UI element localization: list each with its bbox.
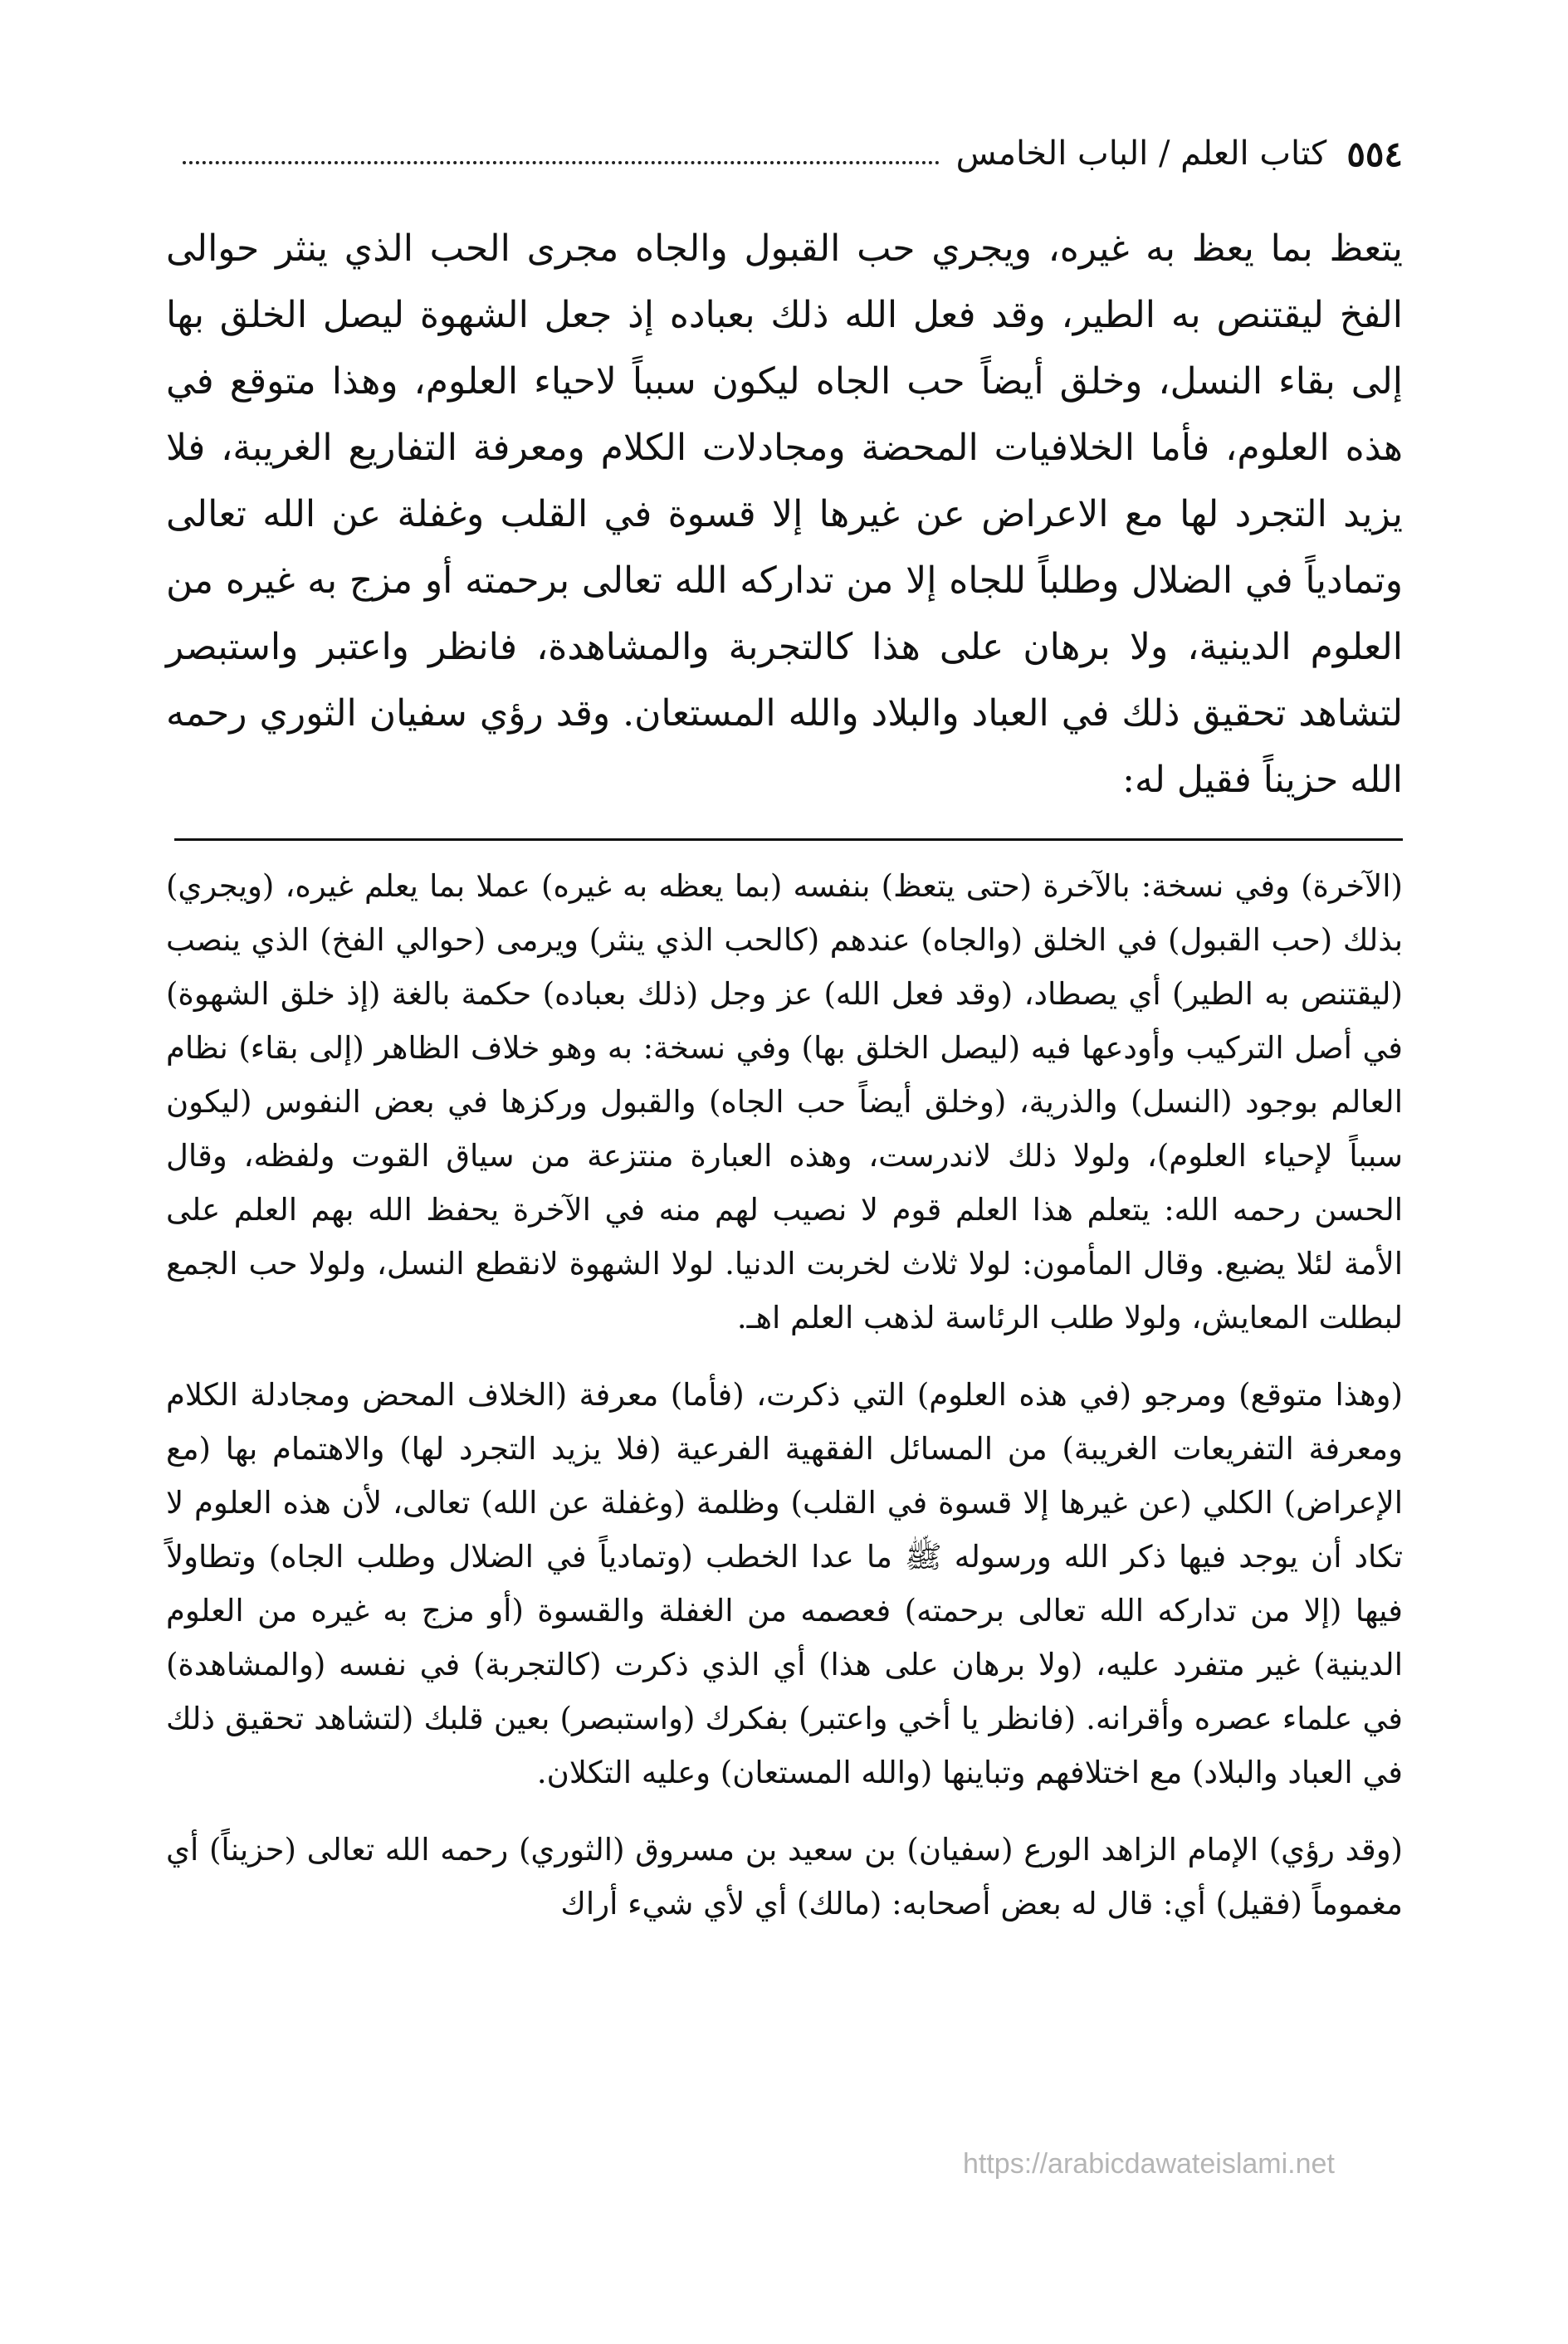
- main-text: [166, 216, 1403, 813]
- site-watermark: https://arabicdawateislami.net: [963, 2148, 1335, 2180]
- commentary-paragraph-2: (وهذا متوقع) ومرجو (في هذه العلوم) التي ذكرت، (فأما) معرفة (الخلاف المحض ومجادلة الكلام ومعرفة التفريعات الغريبة) من المسائل الفقهية الفرعية (فلا يزيد التجرد لها) والاهتمام بها (مع الإعراض) الكلي (عن غيرها إلا قسوة في القلب) وظلمة (وغفلة عن الله) تعالى، لأن هذه العلوم لا تكاد أن يوجد فيها ذكر الله ورسوله ﷺ ما عدا الخطب (وتمادياً في الضلال وطلب الجاه) وتطاولاً فيها (إلا من تداركه الله تعالى برحمته) فعصمه من الغفلة والقسوة (أو مزج به غيره من العلوم الدينية) غير متفرد عليه، (ولا برهان على هذا) أي الذي ذكرت (كالتجربة) في نفسه (والمشاهدة) في علماء عصره وأقرانه. (فانظر يا أخي واعتبر) بفكرك (واستبصر) بعين قلبك (لتشاهد تحقيق ذلك في العباد والبلاد) مع اختلافهم وتباينها (والله المستعان) وعليه التكلان.: [166, 1377, 1403, 1790]
- page-number: ٥٥٤: [1346, 133, 1403, 174]
- footnote-divider: [174, 838, 1403, 841]
- main-paragraph: يتعظ بما يعظ به غيره، ويجري حب القبول والجاه مجرى الحب الذي ينثر حوالى الفخ ليقتنص به الطير، وقد فعل الله ذلك بعباده إذ جعل الشهوة ليصل الخلق بها إلى بقاء النسل، وخلق أيضاً حب الجاه ليكون سبباً لاحياء العلوم، وهذا متوقع في هذه العلوم، فأما الخلافيات المحضة ومجادلات الكلام ومعرفة التفاريع الغريبة، فلا يزيد التجرد لها مع الاعراض عن غيرها إلا قسوة في القلب وغفلة عن الله تعالى وتمادياً في الضلال وطلباً للجاه إلا من تداركه الله تعالى برحمته أو مزج به غيره من العلوم الدينية، ولا برهان على هذا كالتجربة والمشاهدة، فانظر واعتبر واستبصر لتشاهد تحقيق ذلك في العباد والبلاد والله المستعان. وقد رؤي سفيان الثوري رحمه الله حزيناً فقيل له:: [166, 227, 1404, 801]
- commentary-paragraph-1: (الآخرة) وفي نسخة: بالآخرة (حتى يتعظ) بنفسه (بما يعظه به غيره) عملا بما يعلم غيره، (ويجري) بذلك (حب القبول) في الخلق (والجاه) عندهم (كالحب الذي ينثر) ويرمى (حوالي الفخ) الذي ينصب (ليقتنص به الطير) أي يصطاد، (وقد فعل الله) عز وجل (ذلك بعباده) حكمة بالغة (إذ خلق الشهوة) في أصل التركيب وأودعها فيه (ليصل الخلق بها) وفي نسخة: به وهو خلاف الظاهر (إلى بقاء) نظام العالم بوجود (النسل) والذرية، (وخلق أيضاً حب الجاه) والقبول وركزها في بعض النفوس (ليكون سبباً لإحياء العلوم)، ولولا ذلك لاندرست، وهذه العبارة منتزعة من سياق القوت ولفظه، وقال الحسن رحمه الله: يتعلم هذا العلم قوم لا نصيب لهم منه في الآخرة يحفظ الله بهم العلم على الأمة لئلا يضيع. وقال المأمون: لولا ثلاث لخربت الدنيا. لولا الشهوة لانقطع النسل، ولولا حب الجمع لبطلت المعايش، ولولا طلب الرئاسة لذهب العلم اهـ.: [166, 868, 1403, 1336]
- running-title: كتاب العلم / الباب الخامس: [955, 134, 1327, 173]
- commentary: [166, 859, 1403, 1954]
- header-dot-leader: [183, 160, 940, 164]
- commentary-paragraph-3: (وقد رؤي) الإمام الزاهد الورع (سفيان) بن سعيد بن مسروق (الثوري) رحمه الله تعالى (حزيناً) أي مغموماً (فقيل) أي: قال له بعض أصحابه: (مالك) أي لأي شيء أراك: [166, 1832, 1403, 1922]
- page-header: [166, 125, 1403, 183]
